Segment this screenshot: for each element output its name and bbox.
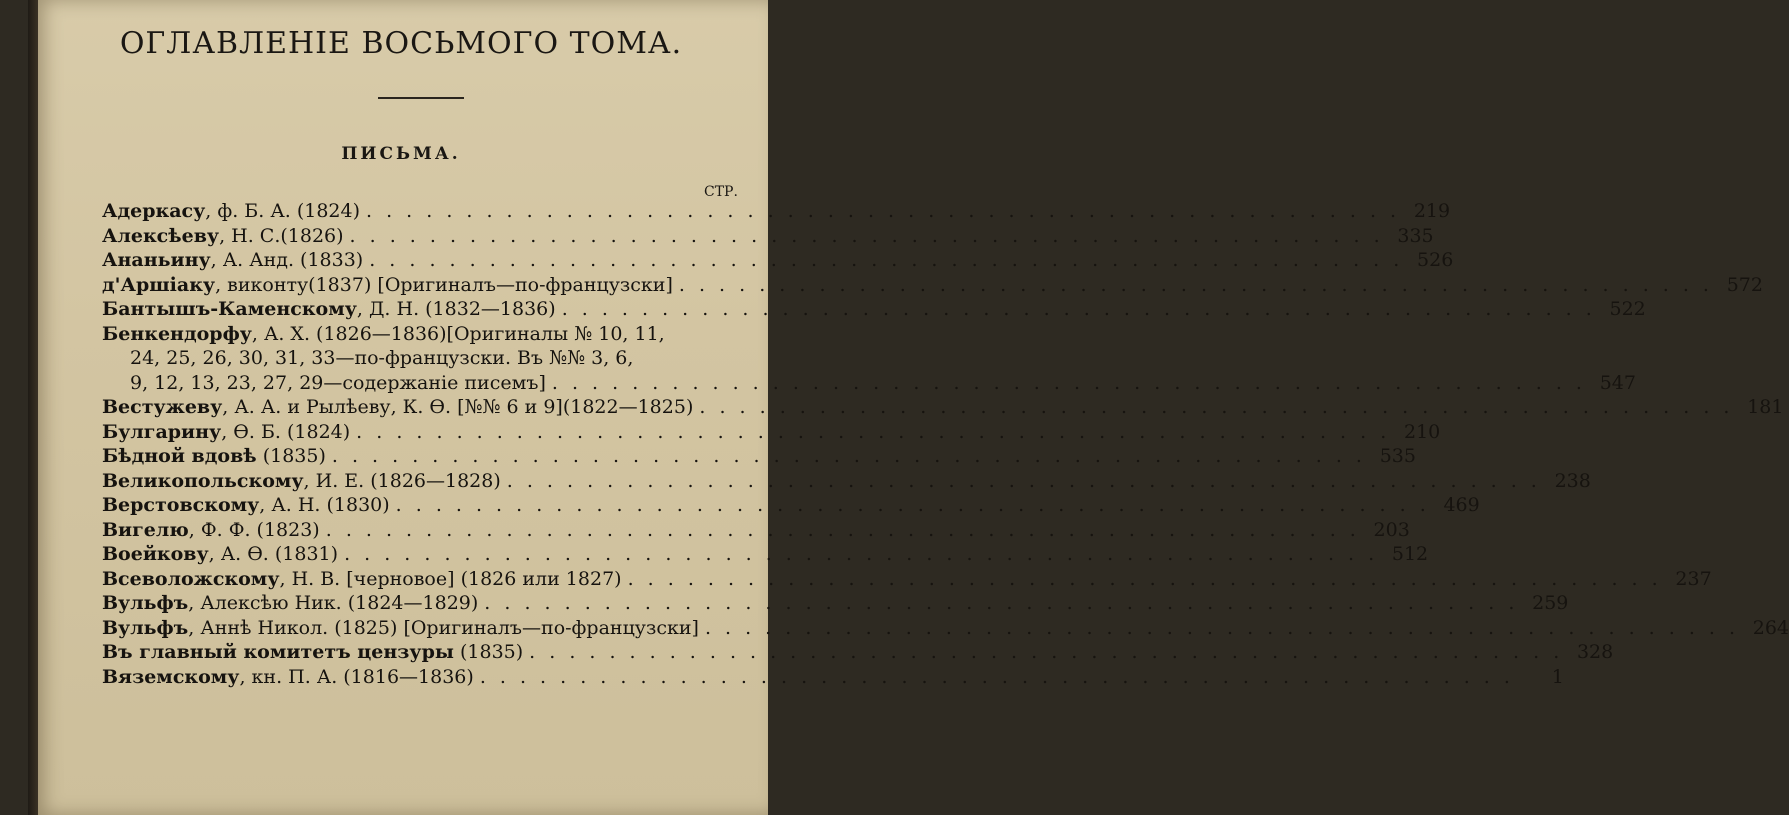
book-page <box>34 0 1789 815</box>
dot-leader <box>507 470 1541 492</box>
toc-entry <box>102 371 1636 397</box>
toc-entry-page: 512 <box>1391 543 1429 565</box>
toc-entry-name: Бѣдной вдовѣ <box>102 445 257 467</box>
toc-entry-detail: , Ф. Ф. (1823) <box>188 518 320 541</box>
toc-entry-name: д'Аршіаку <box>102 273 216 296</box>
page-title: ОГЛАВЛЕНІЕ ВОСЬМОГО ТОМА. <box>119 26 683 61</box>
toc-entry-label <box>102 225 344 247</box>
table-of-contents <box>102 200 1789 690</box>
toc-entry-page: 203 <box>1373 518 1410 541</box>
toc-entry-name: Вульфъ <box>102 616 189 639</box>
dot-leader <box>529 641 1563 663</box>
dot-leader <box>705 617 1739 639</box>
dot-leader <box>326 519 1360 541</box>
toc-entry-page: 181 <box>1747 396 1784 418</box>
toc-entry-detail: , Ѳ. Б. (1824) <box>221 420 351 443</box>
toc-entry-label <box>102 274 673 296</box>
toc-entry-label <box>102 568 622 590</box>
toc-entry-label <box>102 519 320 541</box>
toc-entry-label <box>102 372 546 394</box>
toc-entry-page: 264 <box>1752 616 1789 639</box>
dot-leader <box>699 396 1733 418</box>
toc-entry-detail: , Алексѣю Ник. (1824—1829) <box>188 592 479 614</box>
toc-entry <box>102 616 1789 642</box>
toc-entry-page: 1 <box>1551 665 1564 688</box>
toc-entry-page: 526 <box>1417 249 1454 271</box>
toc-entry-detail: , А. Анд. (1833) <box>210 249 364 271</box>
toc-entry-page: 547 <box>1599 371 1636 394</box>
toc-entry-detail: , А. Н. (1830) <box>259 494 390 516</box>
toc-entry <box>102 249 1454 274</box>
dot-leader <box>369 249 1403 271</box>
toc-entry-label <box>102 249 363 271</box>
toc-entry-name: Вяземскому <box>102 665 240 688</box>
toc-entry-label <box>102 617 699 639</box>
dot-leader <box>332 445 1366 467</box>
toc-entry <box>102 494 1480 519</box>
toc-entry-label <box>102 298 556 320</box>
toc-entry-detail: , ф. Б. А. (1824) <box>205 200 360 222</box>
toc-entry-name: Бантышъ-Каменскому <box>102 298 357 320</box>
toc-entry <box>102 518 1410 544</box>
toc-entry-name: Воейкову <box>102 543 209 565</box>
toc-entry-detail: , Н. С.(1826) <box>219 224 344 247</box>
toc-entry-name: Булгарину <box>102 420 222 443</box>
toc-entry <box>102 641 1614 666</box>
toc-entry-detail: , А. А. и Рылѣеву, К. Ѳ. [№№ 6 и 9](1822—1825) <box>222 396 694 418</box>
toc-entry <box>102 445 1416 470</box>
toc-entry-detail: (1835) <box>453 641 524 663</box>
toc-entry-name: Ананьину <box>102 249 211 271</box>
section-heading: ПИСЬМА. <box>341 144 461 164</box>
toc-entry-page: 237 <box>1675 567 1712 590</box>
toc-entry-name: Вульфъ <box>102 592 189 614</box>
dot-leader <box>552 372 1586 394</box>
toc-entry-page: 238 <box>1554 469 1591 492</box>
toc-entry-name: Адеркасу <box>102 200 206 222</box>
toc-entry-page: 210 <box>1403 420 1441 443</box>
toc-entry-detail: , Н. В. [черновое] (1826 или 1827) <box>279 567 622 590</box>
toc-entry-detail: (1835) <box>256 445 326 467</box>
toc-entry-name: Въ главный комитетъ цензуры <box>102 641 454 663</box>
dot-leader <box>366 200 1400 222</box>
dot-leader <box>344 543 1378 565</box>
toc-entry <box>102 469 1591 495</box>
toc-entry-label <box>102 445 326 467</box>
toc-entry-page: 328 <box>1576 641 1614 663</box>
toc-entry <box>102 347 778 372</box>
toc-entry-name: Всеволожскому <box>102 567 280 590</box>
toc-entry-name: Вестужеву <box>102 396 223 418</box>
title-rule <box>378 97 464 99</box>
toc-entry-page: 572 <box>1726 273 1763 296</box>
toc-entry-detail: 9, 12, 13, 23, 27, 29—содержаніе писемъ] <box>130 371 546 394</box>
toc-entry-page: 219 <box>1413 200 1451 222</box>
toc-entry-label <box>102 666 474 688</box>
toc-entry-detail: , А. Ѳ. (1831) <box>208 543 339 565</box>
toc-entry-name: Бенкендорфу <box>102 322 252 345</box>
toc-entry <box>102 323 778 348</box>
toc-entry-label <box>102 592 478 614</box>
toc-entry-label <box>102 641 523 663</box>
dot-leader <box>679 274 1713 296</box>
dot-leader <box>480 666 1514 688</box>
dot-leader <box>356 421 1390 443</box>
toc-entry <box>102 420 1441 446</box>
toc-entry-label <box>102 347 633 369</box>
toc-entry-name: Алексѣеву <box>102 224 220 247</box>
toc-entry-label <box>102 421 350 443</box>
toc-entry-page: 469 <box>1443 494 1480 516</box>
toc-entry-detail: , виконту(1837) [Оригиналъ—по-французски] <box>215 273 673 296</box>
toc-entry-page: 259 <box>1532 592 1569 614</box>
dot-leader <box>562 298 1596 320</box>
toc-entry-name: Великопольскому <box>102 469 304 492</box>
toc-entry-label <box>102 323 665 345</box>
toc-entry <box>102 396 1784 421</box>
toc-entry <box>102 224 1434 250</box>
toc-entry-label <box>102 494 390 516</box>
toc-entry-label <box>102 543 338 565</box>
toc-entry-page: 522 <box>1609 298 1646 320</box>
dot-leader <box>484 592 1518 614</box>
toc-entry <box>102 543 1429 568</box>
dot-leader <box>628 568 1662 590</box>
toc-entry-page: 335 <box>1397 224 1434 247</box>
toc-entry-name: Вигелю <box>102 518 189 541</box>
page-column-label: СТР. <box>704 184 738 200</box>
toc-entry-detail: , А. Х. (1826—1836)[Оригиналы № 10, 11, <box>251 322 665 345</box>
toc-entry <box>102 592 1569 617</box>
toc-entry <box>102 665 1564 691</box>
toc-entry-detail: , Аннѣ Никол. (1825) [Оригиналъ—по-французски] <box>188 616 699 639</box>
toc-entry-detail: , Д. Н. (1832—1836) <box>356 298 556 320</box>
toc-entry-label <box>102 470 501 492</box>
toc-entry-page: 535 <box>1379 445 1416 467</box>
toc-entry-detail: , кн. П. А. (1816—1836) <box>239 665 474 688</box>
toc-entry-detail: , И. Е. (1826—1828) <box>303 469 501 492</box>
toc-entry-label <box>102 200 360 222</box>
toc-entry <box>102 298 1646 323</box>
toc-entry-label <box>102 396 693 418</box>
toc-entry <box>102 567 1712 593</box>
toc-entry-detail: 24, 25, 26, 30, 31, 33—по-французски. Въ №№ 3, 6, <box>130 347 634 369</box>
dot-leader <box>396 494 1430 516</box>
toc-entry <box>102 200 1451 225</box>
toc-entry <box>102 273 1763 299</box>
dot-leader <box>350 225 1384 247</box>
toc-entry-name: Верстовскому <box>102 494 260 516</box>
